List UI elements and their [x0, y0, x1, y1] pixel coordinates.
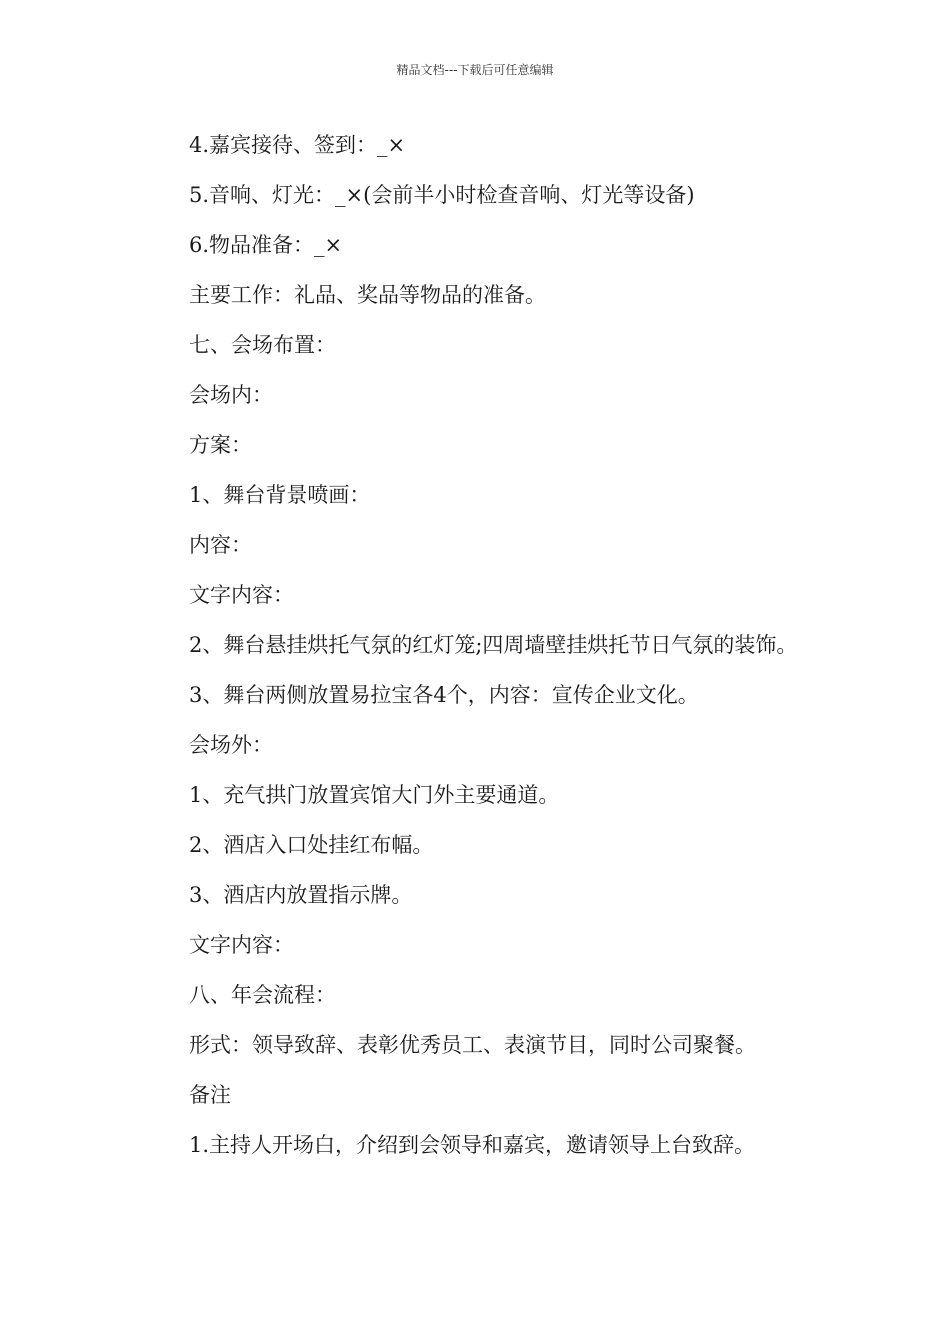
page-header: 精品文档---下载后可任意编辑: [396, 63, 554, 77]
paragraph-text-content: 文字内容：: [189, 583, 294, 607]
section-heading-venue-layout: 七、会场布置：: [189, 333, 336, 357]
paragraph-guest-reception: 4.嘉宾接待、签到：_×: [189, 133, 406, 157]
paragraph-host-opening: 1.主持人开场白，介绍到会领导和嘉宾，邀请领导上台致辞。: [189, 1133, 756, 1157]
paragraph-inflatable-arch: 1、充气拱门放置宾馆大门外主要通道。: [189, 783, 560, 807]
paragraph-inside-venue: 会场内：: [189, 383, 273, 407]
paragraph-main-work: 主要工作：礼品、奖品等物品的准备。: [189, 283, 546, 307]
paragraph-sound-lighting: 5.音响、灯光：_×(会前半小时检查音响、灯光等设备): [189, 183, 695, 207]
paragraph-outside-venue: 会场外：: [189, 733, 273, 757]
paragraph-lanterns-decoration: 2、舞台悬挂烘托气氛的红灯笼;四周墙壁挂烘托节日气氛的装饰。: [189, 633, 798, 657]
paragraph-format: 形式：领导致辞、表彰优秀员工、表演节目，同时公司聚餐。: [189, 1033, 756, 1057]
paragraph-supplies: 6.物品准备：_×: [189, 233, 343, 257]
paragraph-plan: 方案：: [189, 433, 252, 457]
paragraph-remarks: 备注: [189, 1083, 231, 1107]
document-body: [145, 130, 825, 1180]
paragraph-rollup-banners: 3、舞台两侧放置易拉宝各4个，内容：宣传企业文化。: [189, 683, 699, 707]
paragraph-text-content-2: 文字内容：: [189, 933, 294, 957]
section-heading-annual-meeting-flow: 八、年会流程：: [189, 983, 336, 1007]
paragraph-signage: 3、酒店内放置指示牌。: [189, 883, 413, 907]
paragraph-red-banner: 2、酒店入口处挂红布幅。: [189, 833, 434, 857]
paragraph-content: 内容：: [189, 533, 252, 557]
paragraph-stage-backdrop: 1、舞台背景喷画：: [189, 483, 371, 507]
